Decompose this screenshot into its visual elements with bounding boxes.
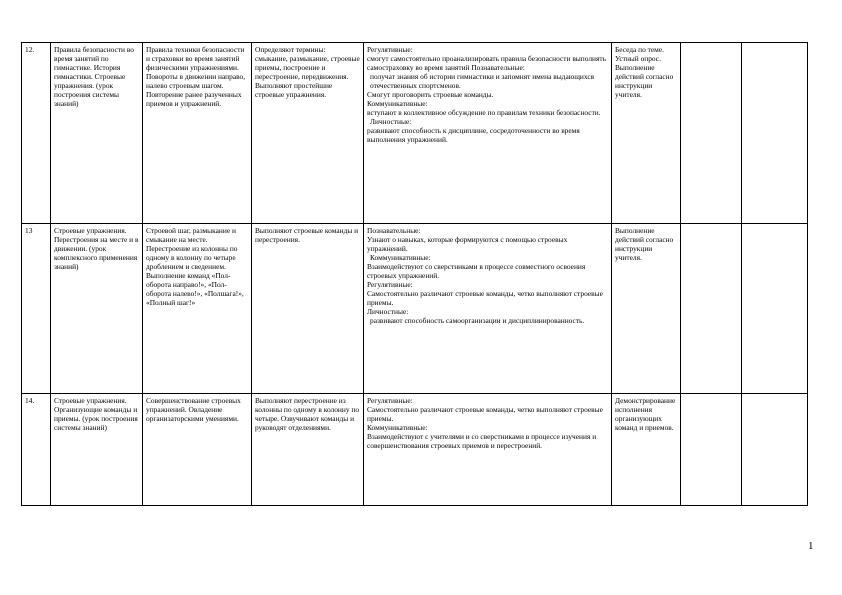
uud-line: развивают способность к дисциплине, сосредоточенности во время выполнения упражнений. — [367, 126, 580, 144]
lesson-content: Строевой шаг, размыкание и смыкание на месте. Перестроение из колонны по одному в колонну по четыре дроблением и сведением. Выполнение команд «Пол-оборота направо!», «Пол-оборота налево!», «Полшага!», «Полный шаг!» — [143, 224, 252, 394]
uud-cell — [364, 394, 612, 506]
empty-cell — [681, 43, 742, 224]
uud-line: Взаимодействуют со сверстниками в процессе совместного освоения строевых упражнений. — [367, 262, 586, 280]
uud-line: Самостоятельно различают строевые команды, четко выполняют строевые приемы. — [367, 405, 603, 423]
empty-cell — [742, 394, 808, 506]
uud-line: вступают в коллективное обсуждение по правилам техники безопасности. — [367, 108, 601, 117]
lesson-number: 12. — [22, 43, 51, 224]
uud-line: Взаимодействуют с учителями и со сверстниками в процессе изучения и совершенствования строевых приемов и перестроений. — [367, 432, 597, 450]
uud-line: Регулятивные: — [367, 280, 413, 289]
page-number: 1 — [808, 540, 814, 552]
uud-line: Коммуникативные: — [367, 423, 428, 432]
lesson-topic: Строевые упражнения. Организующие команды и приемы. (урок построения системы знаний) — [51, 394, 143, 506]
table-row — [22, 43, 808, 224]
uud-line: Личностные: — [367, 307, 409, 316]
lesson-content: Совершенствование строевых упражнений. Овладение организаторскими умениями. — [143, 394, 252, 506]
uud-line: получат знания об истории гимнастики и запомнят имена выдающихся отечественных спортсменов. — [370, 72, 595, 90]
uud-line: развивают способность самоорганизации и дисциплинированность. — [370, 316, 585, 325]
uud-line: Регулятивные: — [367, 396, 413, 405]
control-form: Выполнение действий согласно инструкции учителя. — [612, 224, 681, 394]
uud-line: Коммуникативные: — [367, 99, 428, 108]
empty-cell — [681, 224, 742, 394]
lesson-number: 13 — [22, 224, 51, 394]
uud-line: Познавательные: — [367, 226, 421, 235]
uud-line: Узнают о навыках, которые формируются с помощью строевых упражнений. — [367, 235, 568, 253]
uud-cell — [364, 224, 612, 394]
empty-cell — [681, 394, 742, 506]
uud-line: Смогут проговорить строевые команды. — [367, 90, 494, 99]
lesson-topic: Правила безопасности во время занятий по гимнастике. История гимнастики. Строевые упражнения. (урок построения системы знаний) — [51, 43, 143, 224]
empty-cell — [742, 224, 808, 394]
lesson-number: 14. — [22, 394, 51, 506]
lesson-content: Правила техники безопасности и страховки во время занятий физическими упражнениями. Повороты в движении направо, налево строевым шагом. Повторение ранее разученных приемов и упражнений. — [143, 43, 252, 224]
uud-line: Личностные: — [370, 117, 412, 126]
student-activity: Определяют термины: смыкание, размыкание, строевые приемы, построение и перестроение, передвижения. Выполняют простейшие строевые упражнения. — [252, 43, 364, 224]
control-form: Беседа по теме. Устный опрос. Выполнение действий согласно инструкции учителя. — [612, 43, 681, 224]
table-row — [22, 224, 808, 394]
uud-line: смогут самостоятельно проанализировать правила безопасности выполнять самостраховку во время занятий Познавательные: — [367, 54, 606, 72]
student-activity: Выполняют перестроение из колонны по одному в колонну по четыре. Озвучивают команды и руководят отделениями. — [252, 394, 364, 506]
uud-line: Самостоятельно различают строевые команды, четко выполняют строевые приемы. — [367, 289, 603, 307]
uud-cell — [364, 43, 612, 224]
table-row — [22, 394, 808, 506]
control-form: Демонстрирование исполнения организующих команд и приемов. — [612, 394, 681, 506]
uud-line: Регулятивные: — [367, 45, 413, 54]
lesson-topic: Строевые упражнения. Перестроения на месте и в движении. (урок комплексного применения знаний) — [51, 224, 143, 394]
lesson-plan-table — [21, 42, 808, 506]
empty-cell — [742, 43, 808, 224]
uud-line: Коммуникативные: — [370, 253, 431, 262]
student-activity: Выполняют строевые команды и перестроения. — [252, 224, 364, 394]
